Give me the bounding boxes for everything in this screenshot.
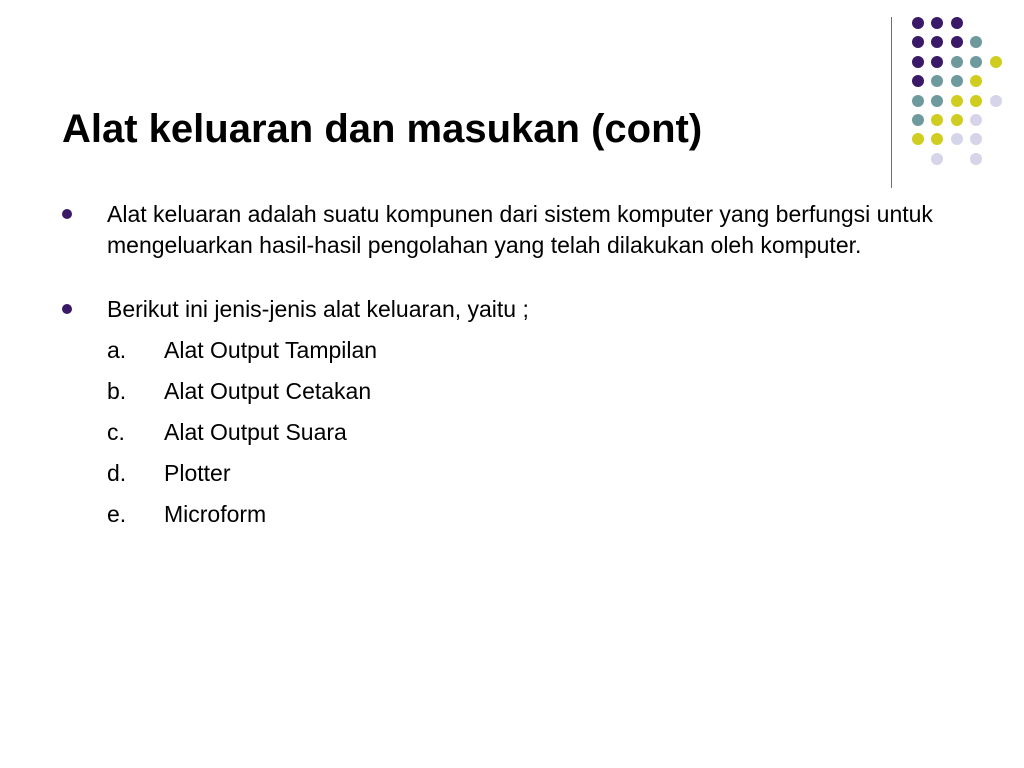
list-item-text: Microform <box>164 501 267 527</box>
decorative-dot <box>951 133 963 145</box>
decorative-dot <box>931 75 943 87</box>
decorative-dot <box>970 133 982 145</box>
decorative-dot <box>912 75 924 87</box>
decorative-dot <box>970 56 982 68</box>
decorative-dot <box>912 36 924 48</box>
bullet-text: Alat keluaran adalah suatu kompunen dari sistem komputer yang berfungsi untuk mengeluarkan hasil-hasil pengolahan yang telah dilakukan oleh komputer. <box>107 201 933 258</box>
list-item-text: Plotter <box>164 460 231 486</box>
decorative-dot <box>951 36 963 48</box>
slide-content <box>62 199 942 540</box>
list-item-plotter <box>107 458 942 499</box>
output-types-list <box>107 335 942 540</box>
decorative-dot <box>931 133 943 145</box>
slide-title: Alat keluaran dan masukan (cont) <box>62 107 703 151</box>
list-marker: e. <box>107 501 127 527</box>
decorative-dot <box>931 114 943 126</box>
decorative-dot <box>931 56 943 68</box>
list-item-output-print <box>107 376 942 417</box>
decorative-dot <box>912 17 924 29</box>
decorative-dot <box>931 36 943 48</box>
decorative-dot <box>912 56 924 68</box>
decorative-dot <box>912 114 924 126</box>
list-item-text: Alat Output Suara <box>164 419 347 445</box>
bullet-item-output-types <box>62 294 942 540</box>
list-item-output-audio <box>107 417 942 458</box>
decorative-dot <box>951 17 963 29</box>
decorative-dot <box>931 95 943 107</box>
decorative-dot-grid <box>912 17 1012 167</box>
list-item-output-display <box>107 335 942 376</box>
decorative-dot <box>951 114 963 126</box>
decorative-dot <box>970 36 982 48</box>
decorative-dot <box>912 133 924 145</box>
title-divider-line <box>891 17 892 188</box>
bullet-text: Berikut ini jenis-jenis alat keluaran, yaitu ; <box>107 296 529 322</box>
decorative-dot <box>951 75 963 87</box>
decorative-dot <box>931 153 943 165</box>
decorative-dot <box>912 95 924 107</box>
list-item-text: Alat Output Cetakan <box>164 378 372 404</box>
bullet-item-definition <box>62 199 942 261</box>
decorative-dot <box>931 17 943 29</box>
decorative-dot <box>951 95 963 107</box>
decorative-dot <box>990 95 1002 107</box>
decorative-dot <box>970 75 982 87</box>
list-marker: b. <box>107 378 127 404</box>
decorative-dot <box>970 153 982 165</box>
list-marker: d. <box>107 460 127 486</box>
bullet-icon <box>62 209 72 219</box>
list-item-text: Alat Output Tampilan <box>164 337 378 363</box>
decorative-dot <box>970 95 982 107</box>
bullet-icon <box>62 304 72 314</box>
decorative-dot <box>951 56 963 68</box>
list-item-microform <box>107 499 942 540</box>
list-marker: c. <box>107 419 125 445</box>
decorative-dot <box>990 56 1002 68</box>
list-marker: a. <box>107 337 127 363</box>
decorative-dot <box>970 114 982 126</box>
